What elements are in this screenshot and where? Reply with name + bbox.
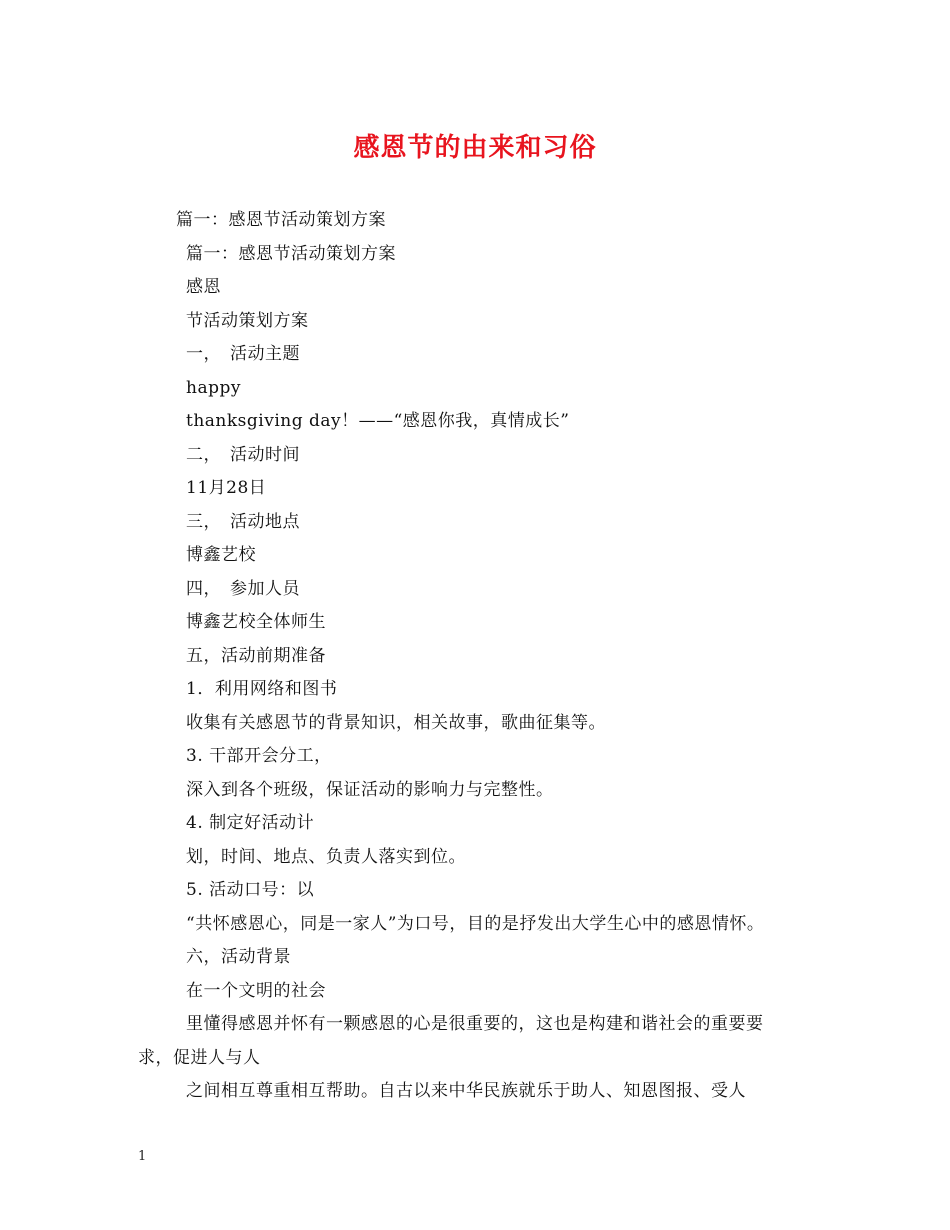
body-line: “共怀感恩心，同是一家人”为口号，目的是抒发出大学生心中的感恩情怀。 [186, 914, 765, 934]
body-line: 篇一：感恩节活动策划方案 [186, 244, 396, 264]
body-line: 11月28日 [186, 478, 267, 498]
body-line: 收集有关感恩节的背景知识，相关故事，歌曲征集等。 [186, 713, 606, 733]
body-line: 求，促进人与人 [138, 1048, 261, 1068]
body-line: 二， 活动时间 [186, 445, 300, 465]
body-line: 5. 活动口号：以 [186, 880, 315, 900]
body-line: 三， 活动地点 [186, 512, 300, 532]
body-line: 节活动策划方案 [186, 311, 309, 331]
body-line: 在一个文明的社会 [186, 981, 326, 1001]
body-line: 六，活动背景 [186, 947, 291, 967]
body-line: 博鑫艺校 [186, 545, 256, 565]
body-line: 深入到各个班级，保证活动的影响力与完整性。 [186, 780, 554, 800]
body-line: 里懂得感恩并怀有一颗感恩的心是很重要的，这也是构建和谐社会的重要要 [186, 1014, 764, 1034]
document-title: 感恩节的由来和习俗 [353, 133, 597, 163]
body-line: thanksgiving day！——“感恩你我，真情成长” [186, 411, 570, 431]
body-line: 博鑫艺校全体师生 [186, 612, 326, 632]
body-line: 3. 干部开会分工， [186, 746, 332, 766]
body-line: 一， 活动主题 [186, 344, 300, 364]
body-line: 五，活动前期准备 [186, 646, 326, 666]
body-line: 之间相互尊重相互帮助。自古以来中华民族就乐于助人、知恩图报、受人 [186, 1081, 746, 1101]
body-line: 1．利用网络和图书 [186, 679, 338, 699]
body-line: 四， 参加人员 [186, 579, 300, 599]
body-line: 篇一：感恩节活动策划方案 [176, 210, 386, 230]
body-line: 感恩 [186, 277, 221, 297]
body-line: 4. 制定好活动计 [186, 813, 315, 833]
body-line: 划，时间、地点、负责人落实到位。 [186, 847, 466, 867]
body-line: happy [186, 378, 241, 398]
page-number: 1 [138, 1149, 147, 1164]
